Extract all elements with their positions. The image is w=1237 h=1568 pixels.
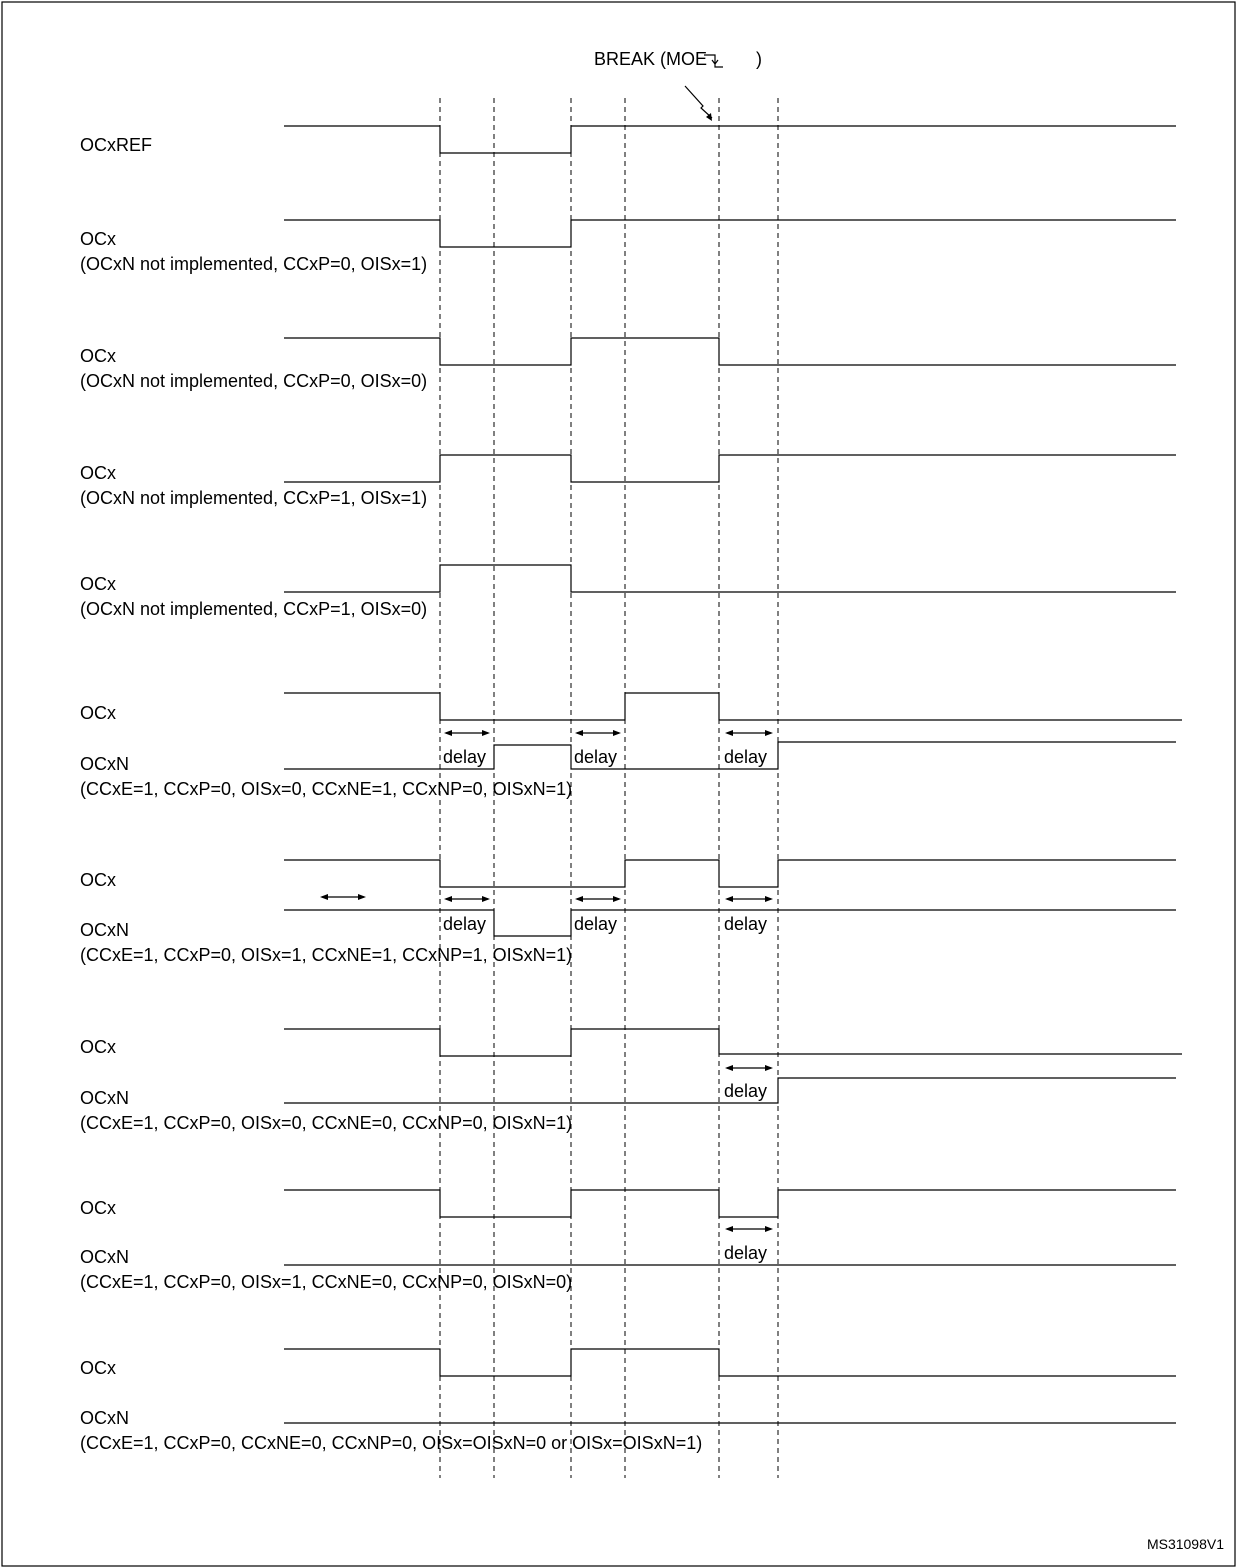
signal-label: OCxREF [80,135,152,155]
waveform-ocx-ccxp1-oisx0 [284,565,1176,592]
signal-condition: (OCxN not implemented, CCxP=0, OISx=1) [80,254,428,274]
waveform-ocx-ccxp0-oisx0 [284,338,1176,365]
delay-label: delay [443,747,487,767]
signal-condition: (CCxE=1, CCxP=0, CCxNE=0, CCxNP=0, OISx=OISxN=0 or OISx=OISxN=1) [80,1433,703,1453]
delay-arrows [320,730,773,1232]
signal-labels [80,135,702,1453]
delay-label: delay [574,914,618,934]
waveform-ocx [284,1349,1176,1376]
signal-label: OCxN [80,1088,129,1108]
waveform-ocx [284,693,1182,720]
figure-id: MS31098V1 [1146,1536,1224,1552]
signal-label: OCx [80,574,116,594]
delay-arrow-icon [444,896,490,902]
signal-condition: (CCxE=1, CCxP=0, OISx=1, CCxNE=0, CCxNP=0, OISxN=0) [80,1272,573,1292]
signal-condition: (OCxN not implemented, CCxP=0, OISx=0) [80,371,428,391]
signal-label: OCxN [80,1408,129,1428]
signal-label: OCx [80,463,116,483]
signal-condition: (OCxN not implemented, CCxP=1, OISx=0) [80,599,428,619]
signal-label: OCx [80,703,116,723]
break-arrow-icon [685,86,712,121]
delay-label: delay [724,1081,768,1101]
signal-label: OCx [80,1358,116,1378]
waveform-ocxref [284,126,1176,153]
waveform-ocx [284,1029,1182,1056]
signal-label: OCx [80,1198,116,1218]
waveform-ocx [284,860,1176,887]
signal-label: OCxN [80,1247,129,1267]
signal-condition: (CCxE=1, CCxP=0, OISx=0, CCxNE=1, CCxNP=0, OISxN=1) [80,779,573,799]
delay-arrow-icon [575,896,621,902]
delay-arrow-icon [725,1226,773,1232]
signal-label: OCx [80,346,116,366]
signal-condition: (CCxE=1, CCxP=0, OISx=0, CCxNE=0, CCxNP=0, OISxN=1) [80,1113,573,1133]
delay-label: delay [724,1243,768,1263]
delay-arrow-icon [725,1065,773,1071]
signal-label: OCx [80,870,116,890]
signal-condition: (CCxE=1, CCxP=0, OISx=1, CCxNE=1, CCxNP=1, OISxN=1) [80,945,573,965]
delay-arrow-icon [320,894,366,900]
signal-label: OCx [80,229,116,249]
delay-arrow-icon [444,730,490,736]
delay-arrow-icon [725,896,773,902]
waveform-ocx [284,1190,1176,1217]
break-label-close: ) [756,49,762,69]
signal-label: OCxN [80,920,129,940]
signal-label: OCxN [80,754,129,774]
delay-label: delay [574,747,618,767]
signal-condition: (OCxN not implemented, CCxP=1, OISx=1) [80,488,428,508]
signal-label: OCx [80,1037,116,1057]
delay-label: delay [443,914,487,934]
delay-arrow-icon [575,730,621,736]
delay-label: delay [724,747,768,767]
delay-labels [443,747,767,1263]
waveform-ocx-ccxp1-oisx1 [284,455,1176,482]
delay-label: delay [724,914,768,934]
waveform-ocx-ccxp0-oisx1 [284,220,1176,247]
delay-arrow-icon [725,730,773,736]
break-label: BREAK (MOE [594,49,708,69]
